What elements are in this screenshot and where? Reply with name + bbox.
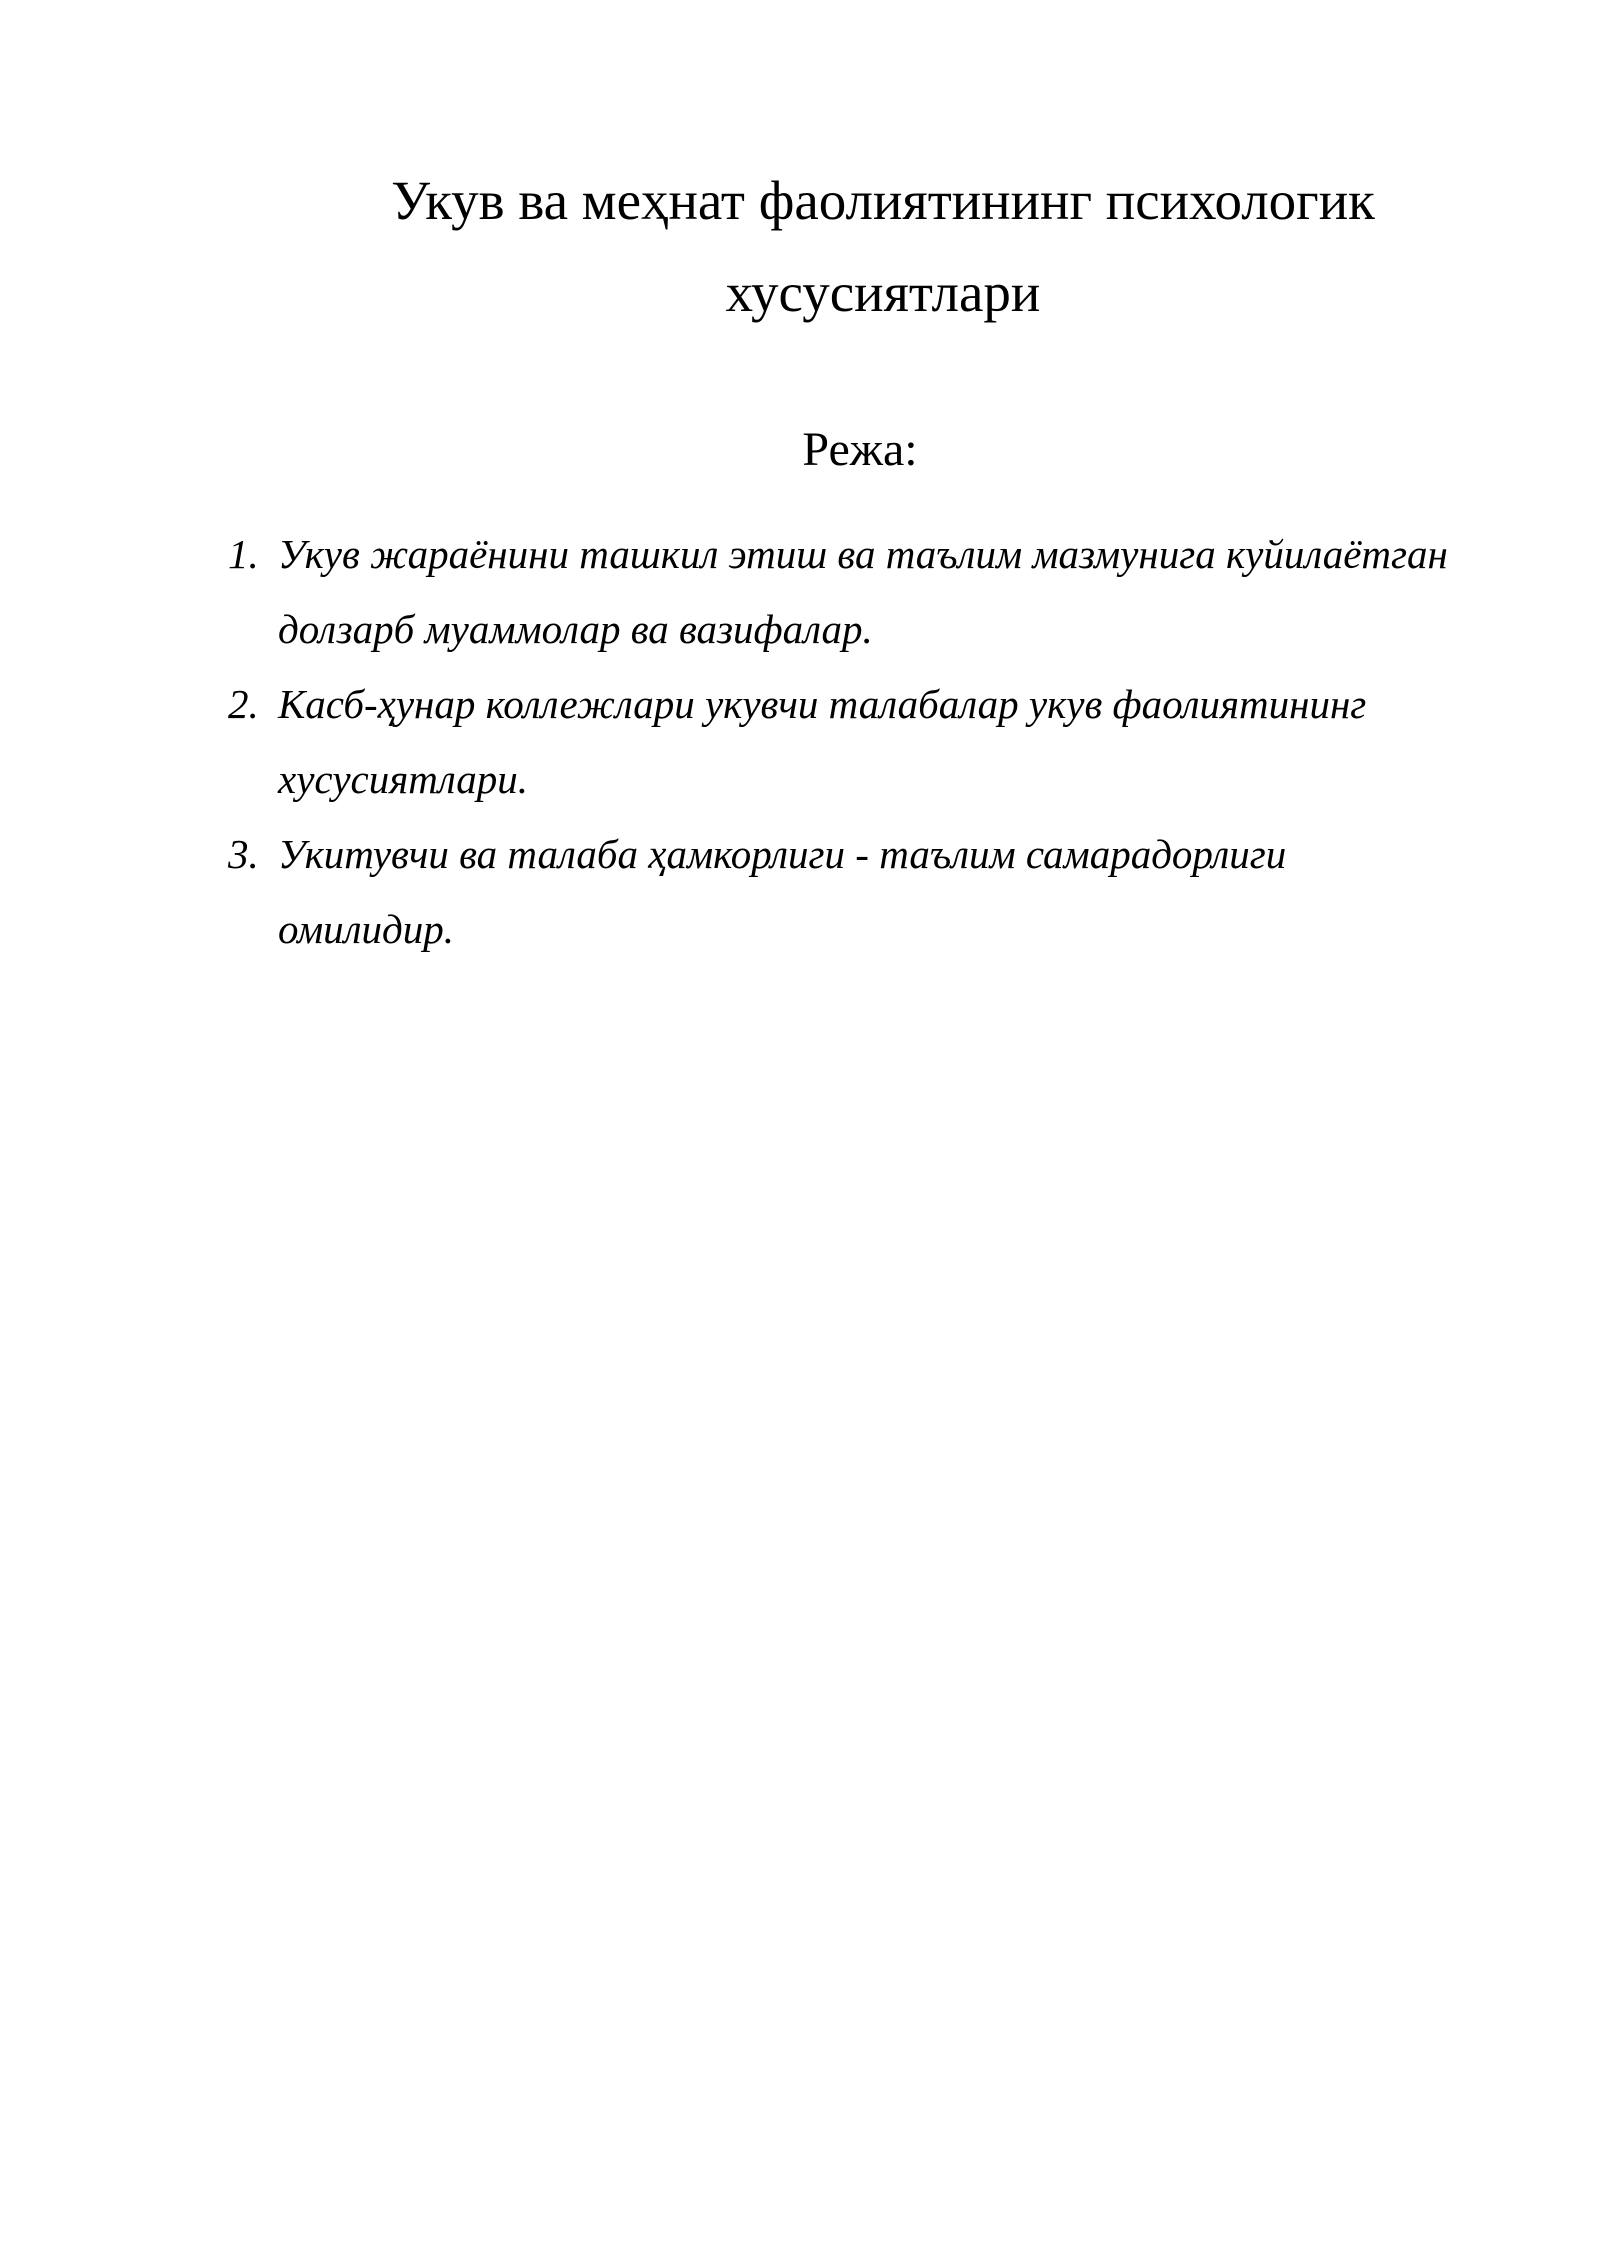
plan-item-3 [228,817,1468,967]
plan-list [228,517,1468,967]
plan-item-number: 1. [228,531,259,577]
document-title: Укув ва меҳнат фаолиятининг психологик хусусиятлари [391,170,1375,323]
plan-heading: Режа: [802,423,918,476]
plan-item-2 [228,667,1468,817]
plan-item-text: Касб-ҳунар коллежлари укувчи талабалар укув фаолиятининг хусусиятлари. [278,681,1367,802]
plan-item-text: Укув жараёнини ташкил этиш ва таълим мазмунига куйилаётган долзарб муаммолар ва вазифалар. [278,531,1448,652]
plan-item-1 [228,517,1468,667]
plan-item-number: 2. [228,681,259,727]
plan-item-text: Укитувчи ва талаба ҳамкорлиги - таълим самарадорлиги омилидир. [278,831,1287,952]
plan-item-number: 3. [228,831,259,877]
